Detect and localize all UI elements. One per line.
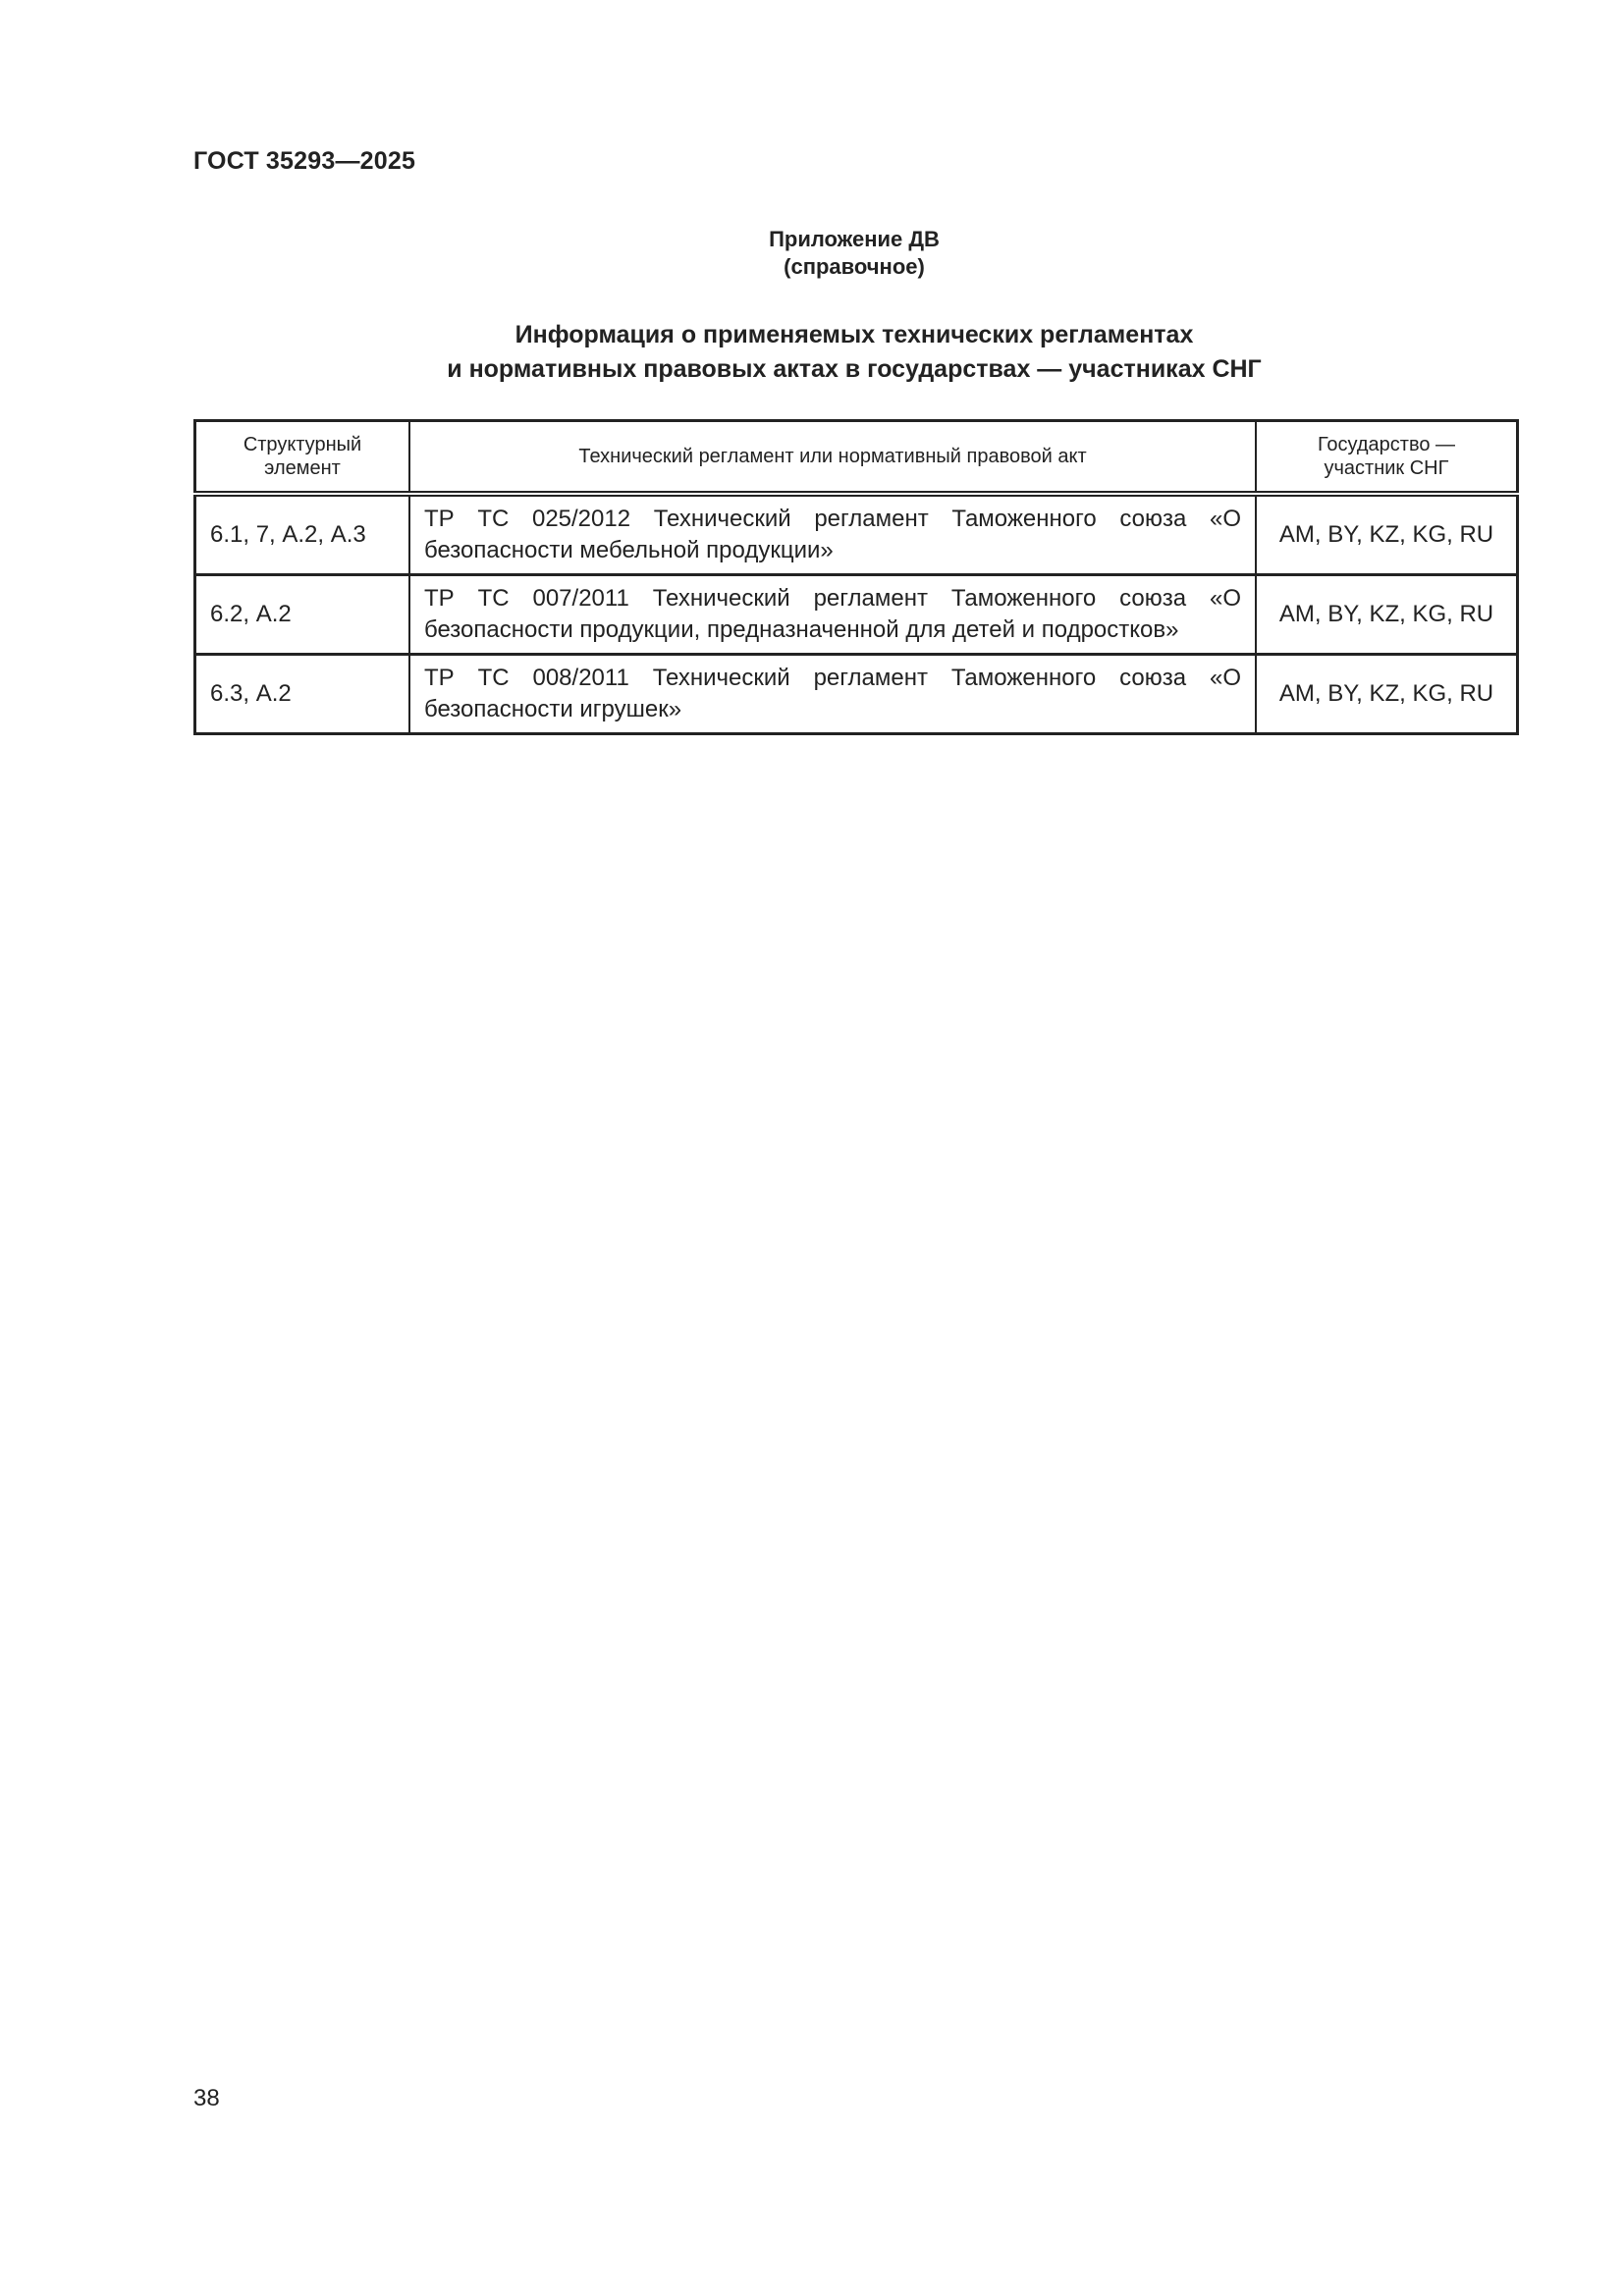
annex-status: (справочное) <box>784 254 925 279</box>
page-number: 38 <box>193 2085 220 2111</box>
cell-regulation-act: ТР ТС 007/2011 Технический регламент Таможенного союза «О безопасности продукции, предназначенной для детей и подростков» <box>409 575 1256 655</box>
cell-structural-element: 6.1, 7, А.2, А.3 <box>195 494 410 575</box>
header-state-line-2: участник СНГ <box>1324 457 1449 479</box>
cell-structural-element: 6.2, А.2 <box>195 575 410 655</box>
annex-title <box>0 318 1624 387</box>
annex-designation: Приложение ДВ <box>769 227 940 251</box>
cell-regulation-act: ТР ТС 008/2011 Технический регламент Таможенного союза «О безопасности игрушек» <box>409 655 1256 734</box>
header-state-line-1: Государство — <box>1317 434 1456 455</box>
cell-member-states: AM, BY, KZ, KG, RU <box>1256 575 1518 655</box>
table-header-row <box>195 421 1518 495</box>
cell-member-states: AM, BY, KZ, KG, RU <box>1256 494 1518 575</box>
header-structural-element <box>195 421 410 495</box>
table-row <box>195 494 1518 575</box>
table-row <box>195 655 1518 734</box>
header-member-state <box>1256 421 1518 495</box>
header-element-line-2: элемент <box>264 457 341 479</box>
annex-title-line-2: и нормативных правовых актах в государствах — участниках СНГ <box>447 355 1262 383</box>
header-regulation-act: Технический регламент или нормативный правовой акт <box>409 421 1256 495</box>
annex-heading <box>0 226 1624 281</box>
regulations-table <box>193 419 1519 735</box>
annex-title-line-1: Информация о применяемых технических регламентах <box>514 321 1194 348</box>
cell-regulation-act: ТР ТС 025/2012 Технический регламент Таможенного союза «О безопасности мебельной продукции» <box>409 494 1256 575</box>
table-row <box>195 575 1518 655</box>
cell-member-states: AM, BY, KZ, KG, RU <box>1256 655 1518 734</box>
cell-structural-element: 6.3, А.2 <box>195 655 410 734</box>
header-element-line-1: Структурный <box>243 434 362 455</box>
standard-code: ГОСТ 35293—2025 <box>193 147 416 175</box>
